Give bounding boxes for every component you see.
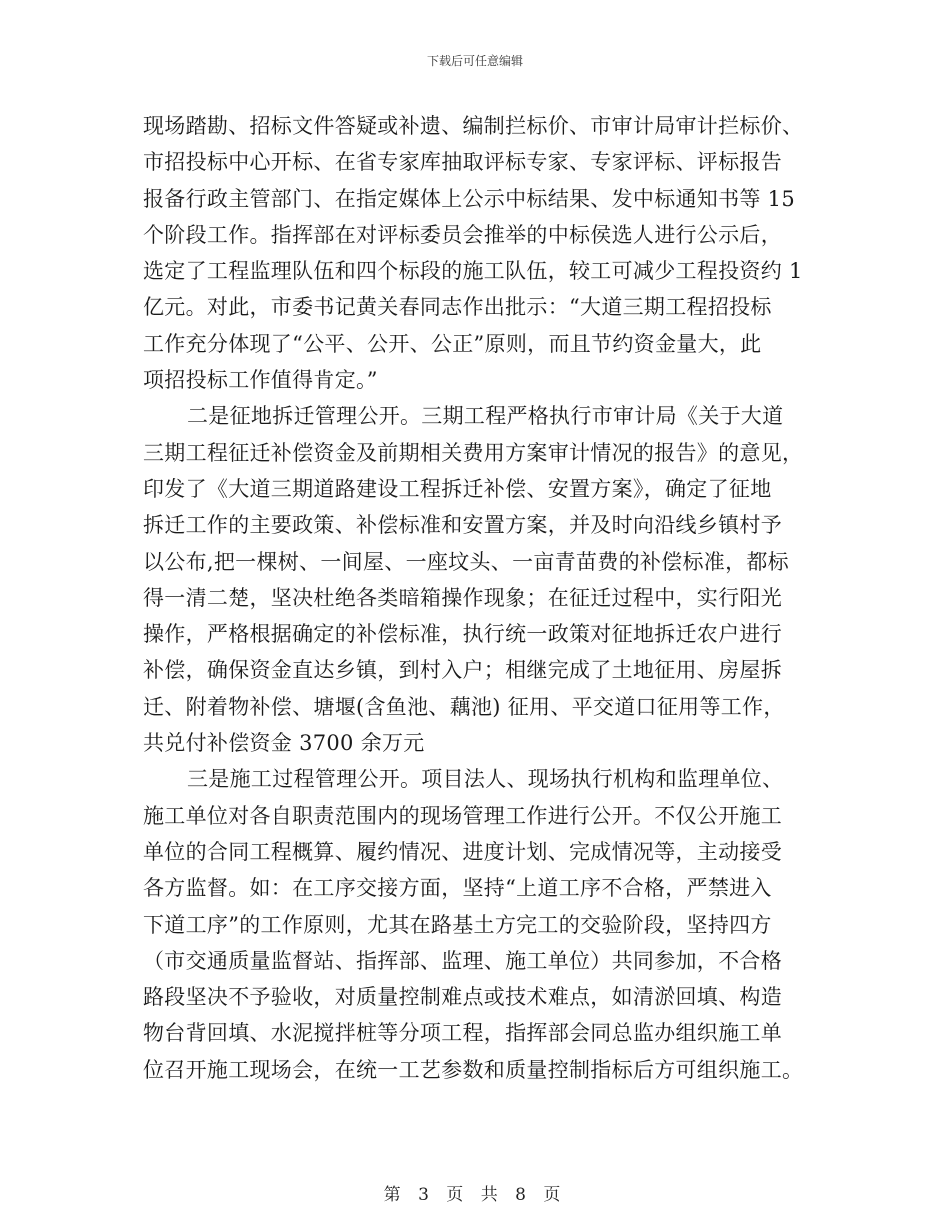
text-line: （市交通质量监督站、指挥部、监理、施工单位）共同参加，不合格 — [143, 948, 782, 973]
text-line: 位召开施工现场会，在统一工艺参数和质量控制指标后方可组织施工。 — [143, 1057, 804, 1082]
text-line: 个阶段工作。指挥部在对评标委员会推举的中标侯选人进行公示后， — [143, 222, 782, 247]
text-line: 迁、附着物补偿、塘堰(含鱼池、藕池) 征用、平交道口征用等工作， — [143, 694, 785, 719]
text-line: 报备行政主管部门、在指定媒体上公示中标结果、发中标通知书等 15 — [143, 186, 795, 211]
text-line: 下道工序”的工作原则，尤其在路基土方完工的交验阶段，坚持四方 — [143, 912, 772, 937]
text-line: 以公布,把一棵树、一间屋、一座坟头、一亩青苗费的补偿标准，都标 — [143, 549, 789, 574]
text-line: 物台背回填、水泥搅拌桩等分项工程，指挥部会同总监办组织施工单 — [143, 1021, 782, 1046]
paragraph-start-line: 二是征地拆迁管理公开。三期工程严格执行市审计局《关于大道 — [187, 404, 784, 429]
paragraph-start-line: 三是施工过程管理公开。项目法人、现场执行机构和监理单位、 — [187, 767, 784, 792]
text-line: 亿元。对此，市委书记黄关春同志作出批示：“大道三期工程招投标 — [143, 295, 772, 320]
text-line: 项招投标工作值得肯定。” — [143, 368, 378, 393]
document-body — [143, 108, 815, 1088]
text-line: 拆迁工作的主要政策、补偿标准和安置方案，并及时向沿线乡镇村予 — [143, 513, 782, 538]
text-line: 共兑付补偿资金 3700 余万元 — [143, 731, 425, 756]
text-line: 印发了《大道三期道路建设工程拆迁补偿、安置方案》，确定了征地 — [143, 476, 772, 501]
text-line: 市招投标中心开标、在省专家库抽取评标专家、专家评标、评标报告 — [143, 150, 782, 175]
text-line: 各方监督。如：在工序交接方面，坚持“上道工序不合格，严禁进入 — [143, 876, 772, 901]
text-line: 补偿，确保资金直达乡镇，到村入户；相继完成了土地征用、房屋拆 — [143, 658, 782, 683]
page-header: 下载后可任意编辑 — [426, 54, 523, 68]
text-line: 得一清二楚，坚决杜绝各类暗箱操作现象；在征迁过程中，实行阳光 — [143, 585, 782, 610]
text-line: 单位的合同工程概算、履约情况、进度计划、完成情况等，主动接受 — [143, 839, 782, 864]
text-line: 操作，严格根据确定的补偿标准，执行统一政策对征地拆迁农户进行 — [143, 622, 782, 647]
text-line: 三期工程征迁补偿资金及前期相关费用方案审计情况的报告》的意见， — [143, 440, 804, 465]
text-line: 路段坚决不予验收，对质量控制难点或技术难点，如清淤回填、构造 — [143, 985, 782, 1010]
page-number-footer: 第 3 页 共 8 页 — [383, 1185, 567, 1205]
text-line: 施工单位对各自职责范围内的现场管理工作进行公开。不仅公开施工 — [143, 803, 782, 828]
text-line: 现场踏勘、招标文件答疑或补遗、编制拦标价、市审计局审计拦标价、 — [143, 114, 804, 138]
text-line: 工作充分体现了“公平、公开、公正”原则，而且节约资金量大，此 — [143, 331, 762, 356]
text-line: 选定了工程监理队伍和四个标段的施工队伍，较工可减少工程投资约 1 — [143, 259, 803, 284]
